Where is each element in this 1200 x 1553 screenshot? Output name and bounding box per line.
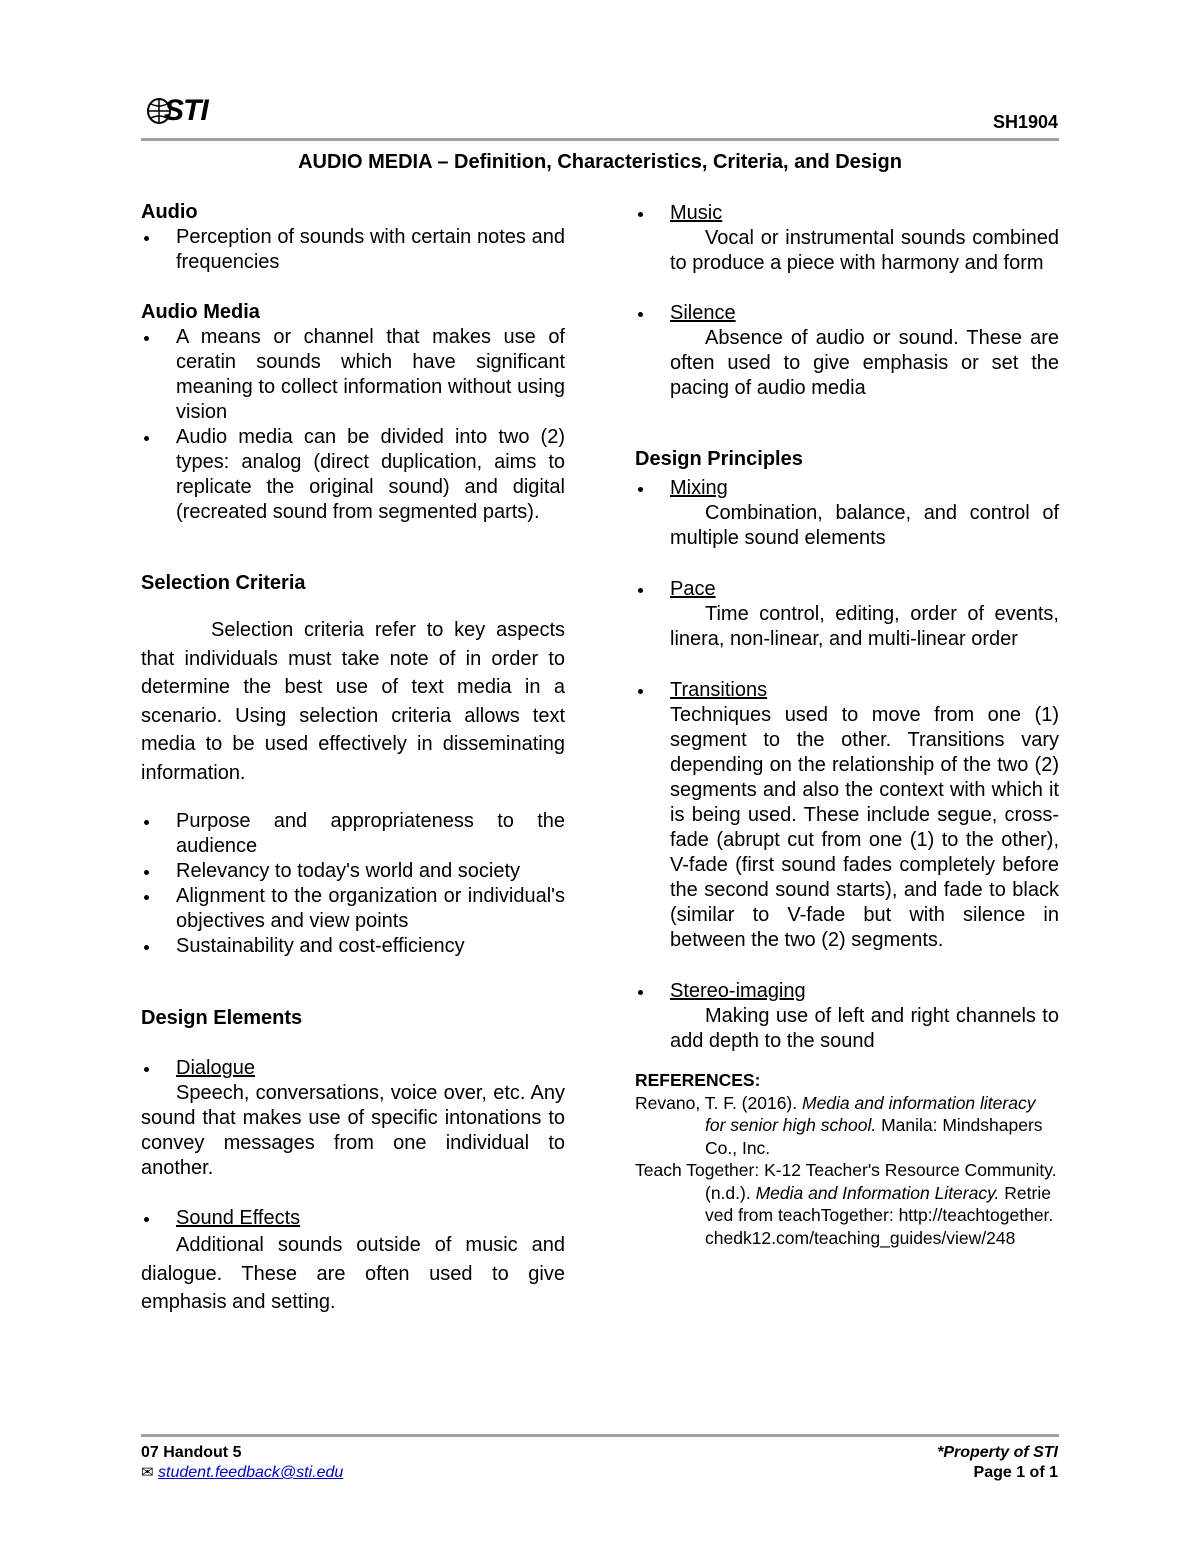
list-item — [635, 577, 1059, 652]
property-label: *Property of STI — [937, 1444, 1058, 1461]
desc-sound-effects: Additional sounds outside of music and dialogue. These are often used to give emphasis and setting. — [141, 1234, 565, 1313]
term-pace: Pace — [670, 578, 716, 600]
references — [635, 1069, 1059, 1249]
list-item: Purpose and appropriateness to the audience — [141, 809, 565, 859]
document-title: AUDIO MEDIA – Definition, Characteristics, Criteria, and Design — [298, 151, 902, 173]
design-elements-continued — [635, 201, 1059, 401]
heading-design-elements: Design Elements — [141, 1007, 303, 1029]
reference-entry: Teach Together: K-12 Teacher's Resource Community. (n.d.). Media and Information Literacy. Retrieved from teachTogether: http://teachtogether.chedk12.com/teaching_guides/view/248 — [635, 1160, 1057, 1248]
list-item: Audio media can be divided into two (2) types: analog (direct duplication, aims to replicate the original sound) and digital (recreated sound from segmented parts). — [141, 425, 565, 525]
footer-divider — [141, 1434, 1059, 1437]
heading-design-principles: Design Principles — [635, 448, 803, 470]
audio-bullets — [141, 225, 565, 275]
heading-audio-media: Audio Media — [141, 301, 260, 323]
desc-mixing: Combination, balance, and control of multiple sound elements — [670, 502, 1059, 549]
header-divider — [141, 138, 1059, 141]
term-sound-effects: Sound Effects — [176, 1207, 301, 1229]
footer-right — [937, 1443, 1058, 1483]
design-elements-list — [141, 1056, 565, 1081]
desc-stereo-imaging: Making use of left and right channels to add depth to the sound — [670, 1005, 1059, 1052]
list-item — [635, 476, 1059, 551]
list-item: Sustainability and cost-efficiency — [141, 934, 565, 959]
list-item — [635, 201, 1059, 276]
logo-text: STI — [164, 94, 208, 127]
list-item — [635, 678, 1059, 953]
envelope-icon: ✉ — [141, 1464, 154, 1481]
term-stereo-imaging: Stereo-imaging — [670, 980, 806, 1002]
list-item — [141, 1056, 565, 1081]
term-mixing: Mixing — [670, 477, 728, 499]
selection-bullets — [141, 809, 565, 959]
footer-left — [141, 1443, 343, 1483]
desc-music: Vocal or instrumental sounds combined to produce a piece with harmony and form — [670, 227, 1059, 274]
heading-audio: Audio — [141, 201, 198, 223]
design-elements-list-2 — [141, 1206, 565, 1231]
page-number: Page 1 of 1 — [973, 1464, 1058, 1481]
email-link[interactable]: student.feedback@sti.edu — [158, 1464, 344, 1481]
term-music: Music — [670, 202, 723, 224]
list-item: Alignment to the organization or individual's objectives and view points — [141, 884, 565, 934]
list-item: Relevancy to today's world and society — [141, 859, 565, 884]
email-row — [141, 1463, 343, 1483]
list-item — [635, 979, 1059, 1054]
list-item — [635, 301, 1059, 401]
term-dialogue: Dialogue — [176, 1057, 255, 1079]
desc-transitions: Techniques used to move from one (1) segment to the other. Transitions vary depending on the relationship of the two (2) segments and also the context with which it is being used. These include segue, cross-fade (abrupt cut from one (1) to the other), V-fade (first sound fades completely before the second sound starts), and fade to black (similar to V-fade but with silence in between the two (2) segments. — [670, 704, 1059, 951]
references-heading: REFERENCES: — [635, 1070, 761, 1090]
heading-selection-criteria: Selection Criteria — [141, 572, 306, 594]
audio-media-bullets — [141, 325, 565, 525]
desc-pace: Time control, editing, order of events, linera, non-linear, and multi-linear order — [670, 603, 1059, 650]
term-transitions: Transitions — [670, 679, 768, 701]
selection-paragraph: Selection criteria refer to key aspects that individuals must take note of in order to determine the best use of text media in a scenario. Using selection criteria allows text media to be used effectively in disseminating information. — [141, 619, 565, 784]
list-item: A means or channel that makes use of ceratin sounds which have significant meaning to collect information without using vision — [141, 325, 565, 425]
left-column — [141, 200, 565, 1317]
handout-label: 07 Handout 5 — [141, 1444, 242, 1461]
desc-dialogue: Speech, conversations, voice over, etc. Any sound that makes use of specific intonations to convey messages from one individual to another. — [141, 1082, 565, 1179]
list-item: Perception of sounds with certain notes and frequencies — [141, 225, 565, 275]
design-principles-list — [635, 476, 1059, 1054]
document-code: SH1904 — [992, 112, 1058, 132]
right-column — [635, 201, 1059, 1249]
list-item — [141, 1206, 565, 1231]
reference-entry: Revano, T. F. (2016). Media and information literacy for senior high school. Manila: Mindshapers Co., Inc. — [635, 1092, 1043, 1158]
desc-silence: Absence of audio or sound. These are often used to give emphasis or set the pacing of audio media — [670, 327, 1059, 399]
term-silence: Silence — [670, 302, 736, 324]
